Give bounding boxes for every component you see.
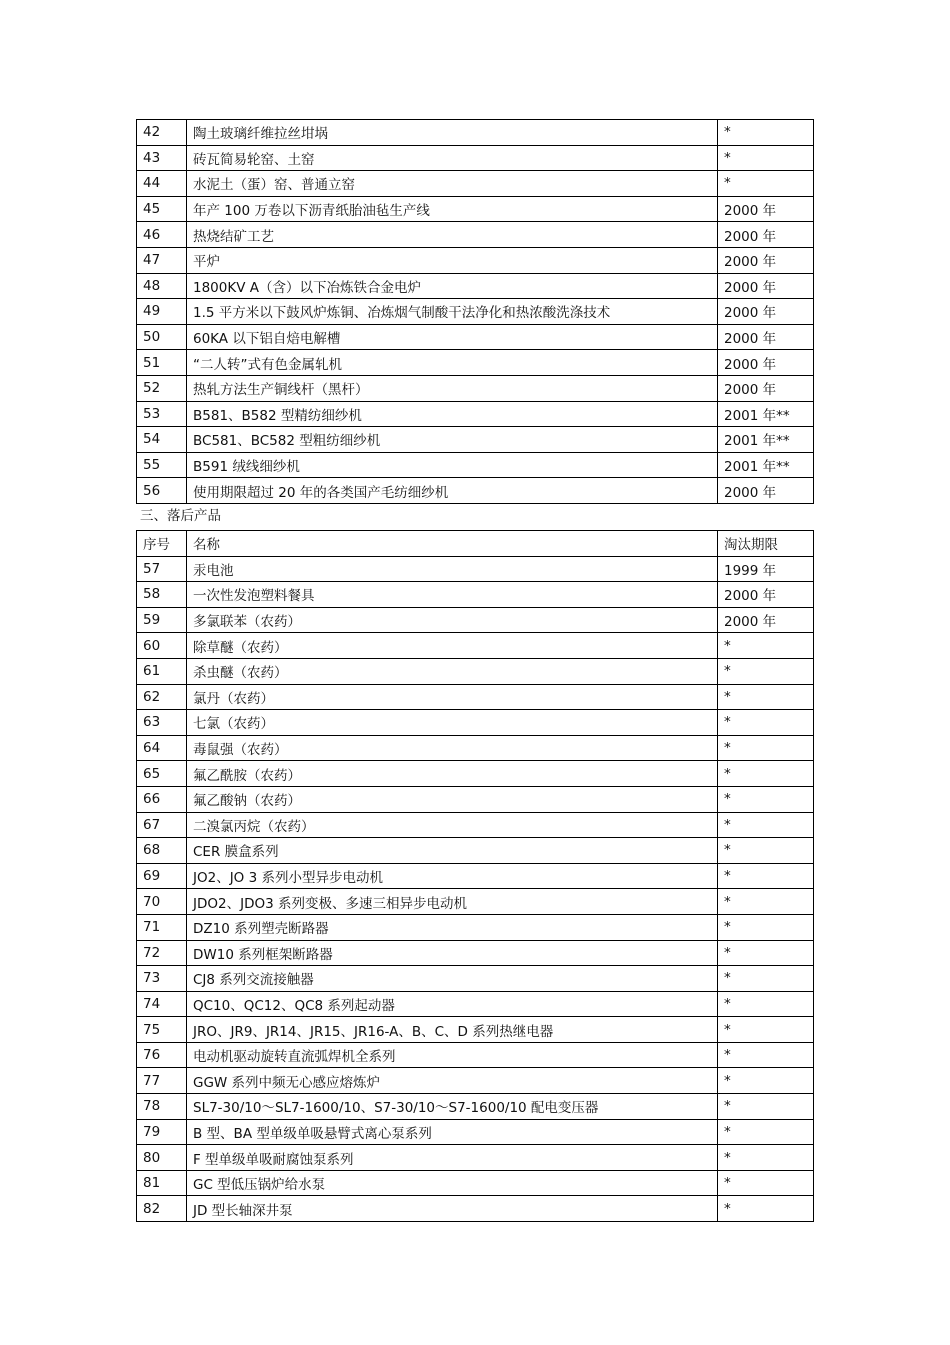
row-number-cell: 61 (137, 658, 187, 684)
row-period-cell: 2000 年 (718, 299, 814, 325)
row-number-cell: 56 (137, 478, 187, 504)
row-period-cell: * (718, 786, 814, 812)
row-name-cell: QC10、QC12、QC8 系列起动器 (187, 991, 718, 1017)
row-period-cell: * (718, 889, 814, 915)
row-number-cell: 66 (137, 786, 187, 812)
row-number-cell: 76 (137, 1042, 187, 1068)
table-row (137, 478, 814, 504)
row-name-cell: 平炉 (187, 247, 718, 273)
table-row (137, 196, 814, 222)
header-cell-number: 序号 (137, 531, 187, 557)
row-name-cell: 二溴氯丙烷（农药） (187, 812, 718, 838)
row-period-cell: 2000 年 (718, 324, 814, 350)
row-number-cell: 82 (137, 1196, 187, 1222)
row-number-cell: 45 (137, 196, 187, 222)
row-period-cell: * (718, 966, 814, 992)
row-period-cell: * (718, 120, 814, 146)
obsolete-products-table-body (137, 556, 814, 1221)
row-period-cell: 2001 年** (718, 452, 814, 478)
row-period-cell: * (718, 940, 814, 966)
row-period-cell: * (718, 735, 814, 761)
table-row (137, 324, 814, 350)
row-number-cell: 68 (137, 838, 187, 864)
row-period-cell: * (718, 1145, 814, 1171)
obsolete-products-table (136, 530, 814, 1222)
table-row (137, 607, 814, 633)
row-number-cell: 60 (137, 633, 187, 659)
row-name-cell: 砖瓦简易轮窑、土窑 (187, 145, 718, 171)
row-name-cell: 七氯（农药） (187, 710, 718, 736)
row-number-cell: 79 (137, 1119, 187, 1145)
row-number-cell: 51 (137, 350, 187, 376)
row-name-cell: JO2、JO 3 系列小型异步电动机 (187, 863, 718, 889)
row-number-cell: 75 (137, 1017, 187, 1043)
row-number-cell: 46 (137, 222, 187, 248)
table-row (137, 991, 814, 1017)
row-name-cell: JDO2、JDO3 系列变极、多速三相异步电动机 (187, 889, 718, 915)
table-row (137, 556, 814, 582)
table-row (137, 375, 814, 401)
row-period-cell: * (718, 1196, 814, 1222)
row-name-cell: 热烧结矿工艺 (187, 222, 718, 248)
table-row (137, 1017, 814, 1043)
table-row (137, 838, 814, 864)
table-row (137, 786, 814, 812)
row-number-cell: 53 (137, 401, 187, 427)
row-name-cell: 多氯联苯（农药） (187, 607, 718, 633)
row-period-cell: 2000 年 (718, 582, 814, 608)
row-name-cell: 氟乙酸钠（农药） (187, 786, 718, 812)
table-row (137, 1042, 814, 1068)
table-row (137, 761, 814, 787)
row-period-cell: 2001 年** (718, 401, 814, 427)
table-row (137, 582, 814, 608)
row-number-cell: 54 (137, 427, 187, 453)
row-number-cell: 73 (137, 966, 187, 992)
obsolete-process-table-body (137, 120, 814, 504)
row-name-cell: 氟乙酰胺（农药） (187, 761, 718, 787)
row-period-cell: * (718, 863, 814, 889)
row-period-cell: 2000 年 (718, 247, 814, 273)
row-number-cell: 49 (137, 299, 187, 325)
row-name-cell: DZ10 系列塑壳断路器 (187, 914, 718, 940)
row-period-cell: * (718, 710, 814, 736)
row-name-cell: “二人转”式有色金属轧机 (187, 350, 718, 376)
row-name-cell: GC 型低压锅炉给水泵 (187, 1170, 718, 1196)
row-period-cell: 2000 年 (718, 273, 814, 299)
row-number-cell: 43 (137, 145, 187, 171)
row-name-cell: JD 型长轴深井泵 (187, 1196, 718, 1222)
row-name-cell: 一次性发泡塑料餐具 (187, 582, 718, 608)
table-row (137, 735, 814, 761)
table-row (137, 247, 814, 273)
row-number-cell: 72 (137, 940, 187, 966)
row-number-cell: 44 (137, 171, 187, 197)
row-name-cell: SL7-30/10～SL7-1600/10、S7-30/10～S7-1600/10 配电变压器 (187, 1094, 718, 1120)
row-number-cell: 67 (137, 812, 187, 838)
row-name-cell: DW10 系列框架断路器 (187, 940, 718, 966)
row-number-cell: 52 (137, 375, 187, 401)
obsolete-process-table (136, 119, 814, 504)
row-name-cell: 热轧方法生产铜线杆（黑杆） (187, 375, 718, 401)
row-name-cell: 杀虫醚（农药） (187, 658, 718, 684)
row-number-cell: 48 (137, 273, 187, 299)
row-name-cell: 汞电池 (187, 556, 718, 582)
row-period-cell: * (718, 1068, 814, 1094)
row-name-cell: F 型单级单吸耐腐蚀泵系列 (187, 1145, 718, 1171)
row-name-cell: CER 膜盒系列 (187, 838, 718, 864)
row-period-cell: * (718, 812, 814, 838)
row-period-cell: 2000 年 (718, 350, 814, 376)
table-row (137, 350, 814, 376)
row-name-cell: 60KA 以下铝自焙电解槽 (187, 324, 718, 350)
table-row (137, 171, 814, 197)
row-name-cell: 1.5 平方米以下鼓风炉炼铜、冶炼烟气制酸干法净化和热浓酸洗涤技术 (187, 299, 718, 325)
row-name-cell: 陶土玻璃纤维拉丝坩埚 (187, 120, 718, 146)
row-name-cell: 除草醚（农药） (187, 633, 718, 659)
header-cell-name: 名称 (187, 531, 718, 557)
table-row (137, 1068, 814, 1094)
row-period-cell: 2000 年 (718, 478, 814, 504)
row-name-cell: CJ8 系列交流接触器 (187, 966, 718, 992)
row-name-cell: B581、B582 型精纺细纱机 (187, 401, 718, 427)
row-name-cell: 使用期限超过 20 年的各类国产毛纺细纱机 (187, 478, 718, 504)
row-period-cell: * (718, 1042, 814, 1068)
row-number-cell: 63 (137, 710, 187, 736)
row-name-cell: BC581、BC582 型粗纺细纱机 (187, 427, 718, 453)
row-name-cell: B 型、BA 型单级单吸悬臂式离心泵系列 (187, 1119, 718, 1145)
row-name-cell: 电动机驱动旋转直流弧焊机全系列 (187, 1042, 718, 1068)
table-row (137, 299, 814, 325)
table-row (137, 222, 814, 248)
row-number-cell: 71 (137, 914, 187, 940)
row-period-cell: * (718, 658, 814, 684)
table-header-row (137, 531, 814, 557)
row-period-cell: * (718, 1170, 814, 1196)
table-row (137, 914, 814, 940)
row-period-cell: * (718, 145, 814, 171)
row-number-cell: 77 (137, 1068, 187, 1094)
row-number-cell: 55 (137, 452, 187, 478)
row-number-cell: 42 (137, 120, 187, 146)
row-period-cell: * (718, 838, 814, 864)
table-row (137, 1196, 814, 1222)
row-period-cell: 2000 年 (718, 222, 814, 248)
table-row (137, 812, 814, 838)
row-period-cell: * (718, 171, 814, 197)
header-cell-period: 淘汰期限 (718, 531, 814, 557)
row-period-cell: 2000 年 (718, 375, 814, 401)
row-name-cell: GGW 系列中频无心感应熔炼炉 (187, 1068, 718, 1094)
row-name-cell: 氯丹（农药） (187, 684, 718, 710)
row-number-cell: 69 (137, 863, 187, 889)
row-number-cell: 78 (137, 1094, 187, 1120)
table-row (137, 1145, 814, 1171)
table-row (137, 889, 814, 915)
table-row (137, 940, 814, 966)
row-name-cell: JRO、JR9、JR14、JR15、JR16-A、B、C、D 系列热继电器 (187, 1017, 718, 1043)
table-row (137, 966, 814, 992)
row-name-cell: 年产 100 万卷以下沥青纸胎油毡生产线 (187, 196, 718, 222)
table-row (137, 120, 814, 146)
row-number-cell: 47 (137, 247, 187, 273)
row-number-cell: 57 (137, 556, 187, 582)
table-row (137, 452, 814, 478)
row-period-cell: * (718, 761, 814, 787)
row-period-cell: * (718, 684, 814, 710)
row-number-cell: 59 (137, 607, 187, 633)
row-period-cell: * (718, 1017, 814, 1043)
table-row (137, 1170, 814, 1196)
row-name-cell: B591 绒线细纱机 (187, 452, 718, 478)
table-row (137, 401, 814, 427)
row-period-cell: * (718, 914, 814, 940)
table-row (137, 658, 814, 684)
table-row (137, 633, 814, 659)
row-number-cell: 81 (137, 1170, 187, 1196)
table-row (137, 145, 814, 171)
row-number-cell: 70 (137, 889, 187, 915)
table-row (137, 427, 814, 453)
row-period-cell: * (718, 1119, 814, 1145)
table-row (137, 1119, 814, 1145)
row-period-cell: * (718, 1094, 814, 1120)
table-row (137, 710, 814, 736)
section-heading-obsolete-products: 三、落后产品 (140, 508, 221, 524)
row-period-cell: 2001 年** (718, 427, 814, 453)
row-period-cell: * (718, 991, 814, 1017)
row-number-cell: 65 (137, 761, 187, 787)
row-name-cell: 毒鼠强（农药） (187, 735, 718, 761)
row-name-cell: 1800KV A（含）以下冶炼铁合金电炉 (187, 273, 718, 299)
row-period-cell: 2000 年 (718, 196, 814, 222)
table-row (137, 684, 814, 710)
row-number-cell: 50 (137, 324, 187, 350)
row-period-cell: 1999 年 (718, 556, 814, 582)
row-number-cell: 62 (137, 684, 187, 710)
table-row (137, 863, 814, 889)
row-number-cell: 74 (137, 991, 187, 1017)
table-row (137, 1094, 814, 1120)
row-number-cell: 80 (137, 1145, 187, 1171)
row-number-cell: 64 (137, 735, 187, 761)
row-period-cell: * (718, 633, 814, 659)
row-name-cell: 水泥土（蛋）窑、普通立窑 (187, 171, 718, 197)
row-period-cell: 2000 年 (718, 607, 814, 633)
row-number-cell: 58 (137, 582, 187, 608)
table-row (137, 273, 814, 299)
